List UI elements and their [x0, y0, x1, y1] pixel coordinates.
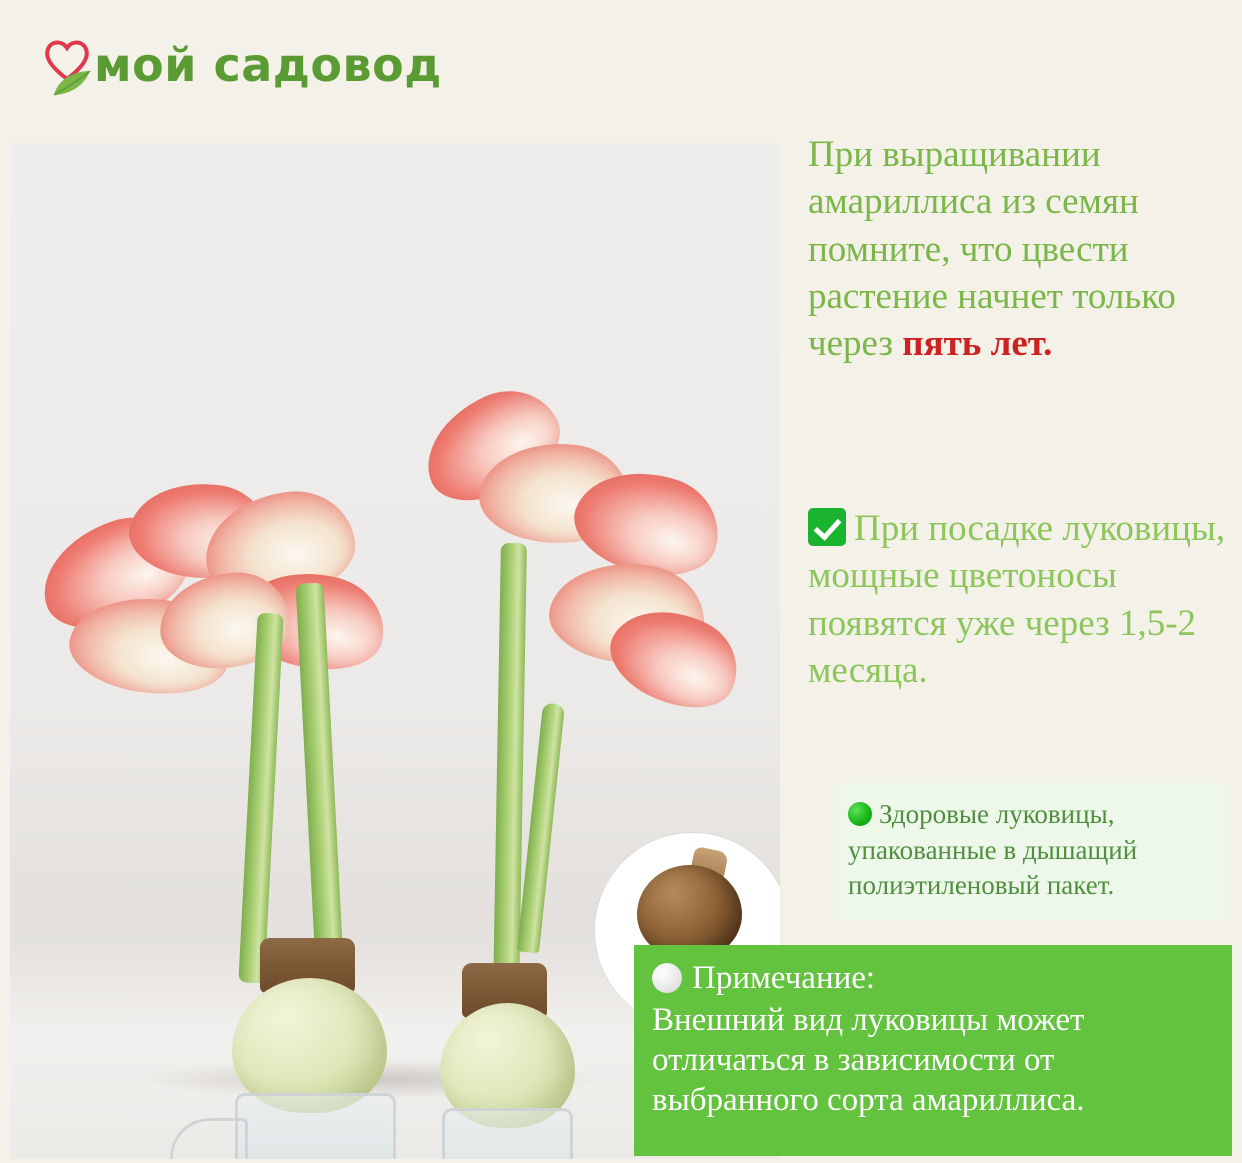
- heart-leaf-icon: [38, 33, 100, 97]
- green-check-icon: [808, 508, 846, 546]
- note-healthy-bulbs-text: Здоровые луковицы, упакованные в дышащий полиэтиленовый пакет.: [848, 799, 1138, 901]
- note-healthy-bulbs: [834, 783, 1230, 920]
- paragraph-seed-growing-text: При выращивании амариллиса из семян помните, что цвести растение начнет только через: [808, 134, 1176, 365]
- note-remark-header: [652, 959, 1216, 998]
- paragraph-bulb-planting-text: При посадке луковицы, мощные цветоносы появятся уже через 1,5-2 месяца.: [808, 508, 1226, 692]
- paragraph-bulb-planting: [808, 505, 1234, 694]
- paragraph-accent-five-years: пять лет.: [902, 323, 1053, 365]
- white-circle-icon: [652, 963, 682, 993]
- note-remark-title: Примечание:: [692, 960, 876, 996]
- site-logo[interactable]: [38, 30, 442, 100]
- paragraph-seed-growing: [808, 131, 1232, 368]
- green-dot-icon: [848, 802, 872, 826]
- note-remark-body: Внешний вид луковицы может отличаться в зависимости от выбранного сорта амариллиса.: [652, 1001, 1085, 1119]
- logo-text: мой садовод: [94, 38, 442, 92]
- note-remark: [634, 945, 1232, 1156]
